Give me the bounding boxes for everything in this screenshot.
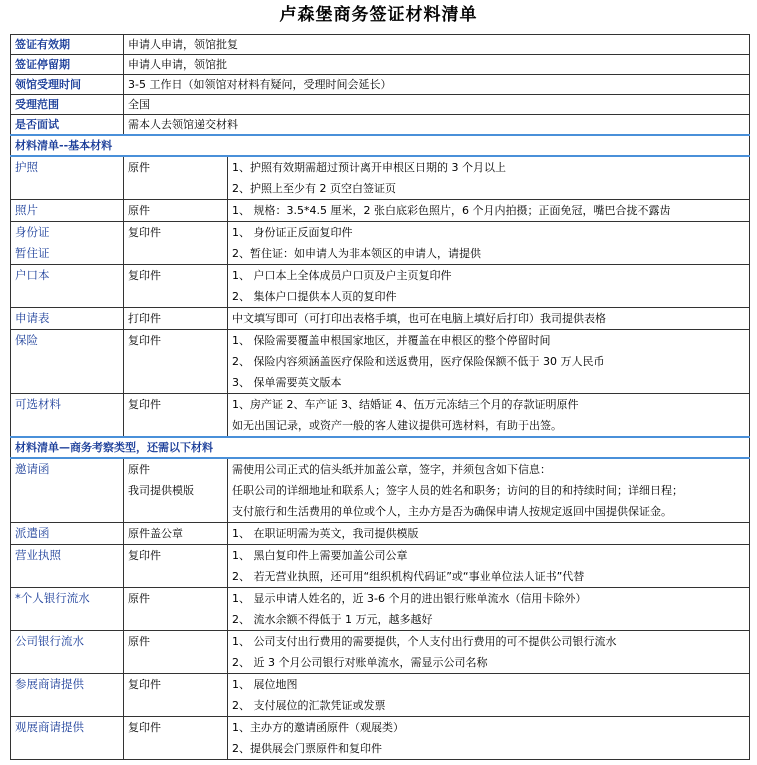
material-name: 护照 <box>15 160 38 174</box>
material-name: 照片 <box>15 203 38 217</box>
material-name-cell <box>11 674 124 717</box>
material-type-cell <box>124 156 228 200</box>
material-type: 复印件 <box>128 334 161 347</box>
material-requirement-cell <box>228 545 750 588</box>
requirement-line: 需使用公司正式的信头纸并加盖公章，签字，并须包含如下信息： <box>232 463 551 476</box>
document-title: 卢森堡商务签证材料清单 <box>279 5 478 25</box>
material-type-cell <box>124 222 228 265</box>
material-type: 复印件 <box>128 226 161 239</box>
requirement-line: 2、 保险内容须涵盖医疗保险和送返费用，医疗保险保额不低于 30 万人民币 <box>232 355 605 368</box>
summary-label: 签证有效期 <box>11 35 124 55</box>
material-type: 原件 <box>128 463 150 476</box>
material-requirement-cell <box>228 717 750 760</box>
material-requirement-cell <box>228 394 750 438</box>
summary-row <box>11 75 750 95</box>
requirement-line: 1、 公司支付出行费用的需要提供，个人支付出行费用的可不提供公司银行流水 <box>232 635 617 648</box>
section-title: 材料清单--基本材料 <box>11 135 750 156</box>
requirement-line: 1、 黑白复印件上需要加盖公司公章 <box>232 549 408 562</box>
material-requirement-cell <box>228 222 750 265</box>
material-type-cell <box>124 458 228 523</box>
summary-value: 需本人去领馆递交材料 <box>124 115 750 136</box>
requirement-line: 2、护照上至少有 2 页空白签证页 <box>232 182 396 195</box>
summary-value: 申请人申请，领馆批复 <box>124 35 750 55</box>
material-requirement-cell <box>228 330 750 394</box>
summary-label: 受理范围 <box>11 95 124 115</box>
material-type: 原件盖公章 <box>128 527 183 540</box>
material-row <box>11 588 750 631</box>
requirement-line: 2、 支付展位的汇款凭证或发票 <box>232 699 386 712</box>
material-requirement-cell <box>228 458 750 523</box>
material-row <box>11 458 750 523</box>
material-requirement-cell <box>228 631 750 674</box>
requirement-line: 1、 户口本上全体成员户口页及户主页复印件 <box>232 269 452 282</box>
material-requirement-cell <box>228 156 750 200</box>
material-requirement-cell <box>228 200 750 222</box>
material-type: 我司提供模版 <box>128 484 194 497</box>
material-type-cell <box>124 330 228 394</box>
material-name: 申请表 <box>15 311 50 325</box>
material-type: 复印件 <box>128 398 161 411</box>
material-row <box>11 631 750 674</box>
section-header-row <box>11 135 750 156</box>
material-name-cell <box>11 458 124 523</box>
material-row <box>11 523 750 545</box>
requirement-line: 1、 身份证正反面复印件 <box>232 226 353 239</box>
material-name: 保险 <box>15 333 38 347</box>
material-name-cell <box>11 523 124 545</box>
material-name: 派遣函 <box>15 526 50 540</box>
material-type-cell <box>124 265 228 308</box>
material-type: 原件 <box>128 592 150 605</box>
material-name: 身份证 <box>15 225 50 239</box>
summary-row <box>11 95 750 115</box>
material-type: 打印件 <box>128 312 161 325</box>
requirement-line: 如无出国记录，或资产一般的客人建议提供可选材料，有助于出签。 <box>232 419 562 432</box>
material-name: 可选材料 <box>15 397 61 411</box>
material-type: 复印件 <box>128 549 161 562</box>
material-name: 参展商请提供 <box>15 677 84 691</box>
requirement-line: 1、房产证 2、车产证 3、结婚证 4、伍万元冻结三个月的存款证明原件 <box>232 398 579 411</box>
material-row <box>11 222 750 265</box>
summary-label: 签证停留期 <box>11 55 124 75</box>
material-requirement-cell <box>228 588 750 631</box>
material-type: 原件 <box>128 204 150 217</box>
material-type-cell <box>124 308 228 330</box>
requirement-line: 1、 显示申请人姓名的，近 3-6 个月的进出银行账单流水（信用卡除外） <box>232 592 587 605</box>
material-row <box>11 717 750 760</box>
material-name-cell <box>11 156 124 200</box>
material-row <box>11 674 750 717</box>
material-row <box>11 308 750 330</box>
requirement-line: 支付旅行和生活费用的单位或个人，主办方是否为确保申请人按规定返回中国提供保证金。 <box>232 505 672 518</box>
material-name-cell <box>11 265 124 308</box>
material-type-cell <box>124 200 228 222</box>
material-type: 复印件 <box>128 678 161 691</box>
material-name-cell <box>11 200 124 222</box>
material-requirement-cell <box>228 523 750 545</box>
material-type-cell <box>124 717 228 760</box>
section-header-row <box>11 437 750 458</box>
requirement-line: 3、 保单需要英文版本 <box>232 376 342 389</box>
requirement-line: 2、 集体户口提供本人页的复印件 <box>232 290 397 303</box>
summary-row <box>11 115 750 136</box>
material-type-cell <box>124 545 228 588</box>
summary-row <box>11 35 750 55</box>
requirement-line: 1、主办方的邀请函原件（观展类） <box>232 721 404 734</box>
material-name: 公司银行流水 <box>15 634 84 648</box>
summary-row <box>11 55 750 75</box>
material-name-cell <box>11 222 124 265</box>
materials-table <box>10 34 750 760</box>
requirement-line: 1、 规格：3.5*4.5 厘米，2 张白底彩色照片，6 个月内拍摄；正面免冠，嘴巴合拢不露齿 <box>232 204 671 217</box>
material-name-cell <box>11 717 124 760</box>
requirement-line: 任职公司的详细地址和联系人；签字人员的姓名和职务；访问的目的和持续时间；详细日程； <box>232 484 683 497</box>
material-type: 原件 <box>128 635 150 648</box>
material-name-cell <box>11 330 124 394</box>
material-type-cell <box>124 588 228 631</box>
material-name: 观展商请提供 <box>15 720 84 734</box>
material-row <box>11 200 750 222</box>
requirement-line: 中文填写即可（可打印出表格手填，也可在电脑上填好后打印）我司提供表格 <box>232 312 606 325</box>
material-type: 复印件 <box>128 269 161 282</box>
section-title: 材料清单—商务考察类型，还需以下材料 <box>11 437 750 458</box>
material-name: 邀请函 <box>15 462 50 476</box>
material-name-cell <box>11 545 124 588</box>
material-requirement-cell <box>228 308 750 330</box>
material-type: 复印件 <box>128 721 161 734</box>
summary-label: 领馆受理时间 <box>11 75 124 95</box>
requirement-line: 2、暂住证：如申请人为非本领区的申请人，请提供 <box>232 247 481 260</box>
requirement-line: 1、 在职证明需为英文，我司提供模版 <box>232 527 419 540</box>
material-row <box>11 394 750 438</box>
material-name-cell <box>11 588 124 631</box>
material-type: 原件 <box>128 161 150 174</box>
material-type-cell <box>124 394 228 438</box>
requirement-line: 1、 展位地图 <box>232 678 298 691</box>
requirement-line: 2、 流水余额不得低于 1 万元，越多越好 <box>232 613 433 626</box>
summary-value: 全国 <box>124 95 750 115</box>
material-name-cell <box>11 308 124 330</box>
material-type-cell <box>124 674 228 717</box>
material-requirement-cell <box>228 674 750 717</box>
requirement-line: 2、 若无营业执照，还可用“组织机构代码证”或“事业单位法人证书”代替 <box>232 570 585 583</box>
material-row <box>11 545 750 588</box>
material-requirement-cell <box>228 265 750 308</box>
requirement-line: 1、 保险需要覆盖申根国家地区，并覆盖在申根区的整个停留时间 <box>232 334 551 347</box>
material-type-cell <box>124 523 228 545</box>
material-name-cell <box>11 394 124 438</box>
material-row <box>11 265 750 308</box>
material-row <box>11 156 750 200</box>
material-type-cell <box>124 631 228 674</box>
material-name: 营业执照 <box>15 548 61 562</box>
requirement-line: 2、 近 3 个月公司银行对账单流水，需显示公司名称 <box>232 656 488 669</box>
material-name: 户口本 <box>15 268 50 282</box>
material-name-cell <box>11 631 124 674</box>
material-name: 暂住证 <box>15 246 50 260</box>
material-row <box>11 330 750 394</box>
summary-value: 3-5 工作日（如领馆对材料有疑问，受理时间会延长） <box>124 75 750 95</box>
requirement-line: 1、护照有效期需超过预计离开申根区日期的 3 个月以上 <box>232 161 506 174</box>
material-name: *个人银行流水 <box>15 591 90 605</box>
requirement-line: 2、提供展会门票原件和复印件 <box>232 742 382 755</box>
summary-label: 是否面试 <box>11 115 124 136</box>
summary-value: 申请人申请，领馆批 <box>124 55 750 75</box>
